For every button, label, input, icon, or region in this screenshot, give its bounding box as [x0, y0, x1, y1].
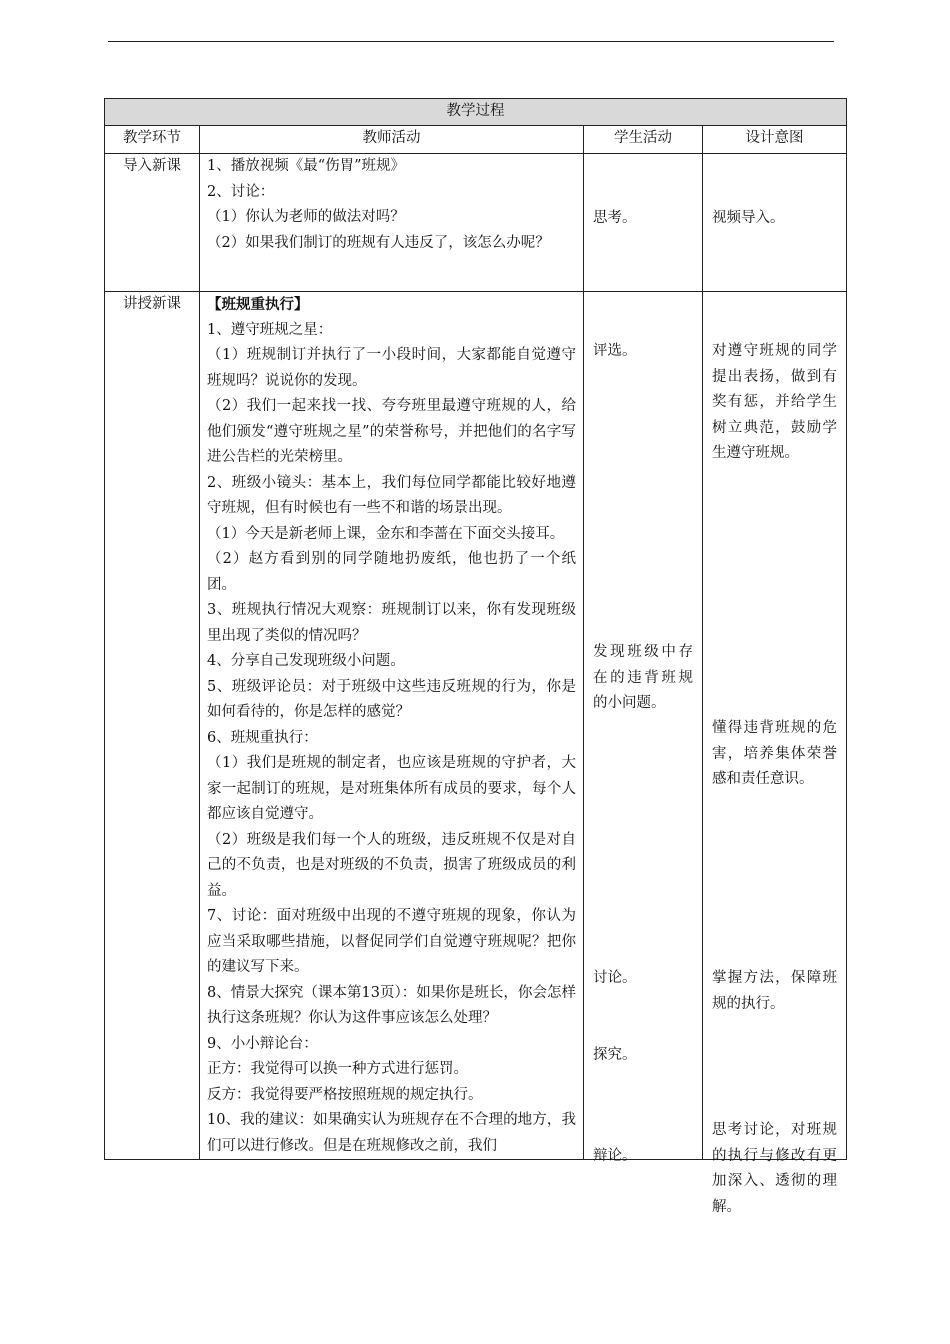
- student-cell: [584, 154, 703, 292]
- design-line: 视频导入。: [712, 210, 785, 226]
- teacher-line: （2）如果我们制订的班规有人违反了，该怎么办呢？: [207, 234, 550, 251]
- header-design: 设计意图: [703, 126, 847, 154]
- header-stage: 教学环节: [105, 126, 200, 154]
- header-rule: [108, 41, 834, 42]
- teacher-line: （1）班规制订并执行了一小段时间，大家都能自觉遵守班规吗？说说你的发现。: [207, 347, 576, 389]
- teacher-line: 1、播放视频《最“伤胃”班规》: [207, 158, 406, 174]
- student-line: 发现班级中存在的违背班规的小问题。: [593, 644, 693, 711]
- table-title: 教学过程: [105, 99, 847, 126]
- student-line: 辩论。: [593, 1148, 637, 1164]
- student-line: 评选。: [593, 343, 637, 359]
- teacher-line: 6、班规重执行：: [207, 729, 318, 746]
- teacher-line: （1）我们是班规的制定者，也应该是班规的守护者，大家一起制订的班规，是对班集体所有成员的要求，每个人都应该自觉遵守。: [207, 755, 576, 822]
- teacher-line: 7、讨论：面对班级中出现的不遵守班规的现象，你认为应当采取哪些措施，以督促同学们自觉遵守班规呢？把你的建议写下来。: [207, 908, 576, 975]
- teacher-line: （2）我们一起来找一找、夸夸班里最遵守班规的人，给他们颁发“遵守班规之星”的荣誉称号，并把他们的名字写进公告栏的光荣榜里。: [207, 398, 576, 465]
- teacher-cell: [200, 154, 584, 292]
- teacher-line: 正方：我觉得可以换一种方式进行惩罚。: [207, 1061, 468, 1077]
- design-cell: [703, 154, 847, 292]
- teacher-line: 9、小小辩论台：: [207, 1035, 318, 1052]
- teacher-line: （2）赵方看到别的同学随地扔废纸，他也扔了一个纸团。: [207, 551, 576, 593]
- header-student: 学生活动: [584, 126, 703, 154]
- stage-cell: 导入新课: [105, 154, 200, 292]
- teacher-line: 10、我的建议：如果确实认为班规存在不合理的地方，我们可以进行修改。但是在班规修改之前，我们: [207, 1112, 576, 1154]
- teacher-line: 1、遵守班规之星：: [207, 321, 333, 338]
- design-line: 掌握方法，保障班规的执行。: [712, 970, 837, 1012]
- design-cell: [703, 292, 847, 1215]
- teacher-line: （1）今天是新老师上课，金东和李蔷在下面交头接耳。: [207, 525, 565, 542]
- teacher-line: 2、讨论：: [207, 183, 275, 200]
- teacher-line: 8、情景大探究（课本第13页）：如果你是班长，你会怎样执行这条班规？你认为这件事应该怎么处理？: [207, 984, 576, 1026]
- stage-cell: 讲授新课: [105, 292, 200, 1160]
- student-line: 探究。: [593, 1047, 637, 1063]
- teacher-line: （1）你认为老师的做法对吗？: [207, 209, 405, 225]
- design-line: 对遵守班规的同学提出表扬，做到有奖有惩，并给学生树立典范，鼓励学生遵守班规。: [712, 343, 837, 461]
- design-line: 懂得违背班规的危害，培养集体荣誉感和责任意识。: [712, 720, 837, 787]
- teacher-line: 2、班级小镜头：基本上，我们每位同学都能比较好地遵守班规，但有时候也有一些不和谐的场景出现。: [207, 474, 576, 516]
- teacher-line: 反方：我觉得要严格按照班规的规定执行。: [207, 1086, 483, 1103]
- header-teacher: 教师活动: [200, 126, 584, 154]
- teaching-process-table: [104, 98, 847, 1215]
- teacher-line: 4、分享自己发现班级小问题。: [207, 653, 405, 669]
- teacher-line: 3、班规执行情况大观察：班规制订以来，你有发现班级里出现了类似的情况吗？: [207, 602, 576, 644]
- table-row: [105, 154, 847, 292]
- student-cell: [584, 292, 703, 1164]
- design-line: 思考讨论，对班规的执行与修改有更加深入、透彻的理解。: [712, 1122, 837, 1215]
- teacher-line: 5、班级评论员：对于班级中这些违反班规的行为，你是如何看待的，你是怎样的感觉？: [207, 678, 576, 720]
- teacher-heading: 【班规重执行】: [207, 296, 309, 313]
- student-line: 讨论。: [593, 970, 637, 986]
- student-line: 思考。: [593, 210, 637, 226]
- teacher-cell: [200, 292, 584, 1160]
- table-row: [105, 292, 847, 1160]
- teacher-line: （2）班级是我们每一个人的班级，违反班规不仅是对自己的不负责，也是对班级的不负责，损害了班级成员的利益。: [207, 831, 576, 899]
